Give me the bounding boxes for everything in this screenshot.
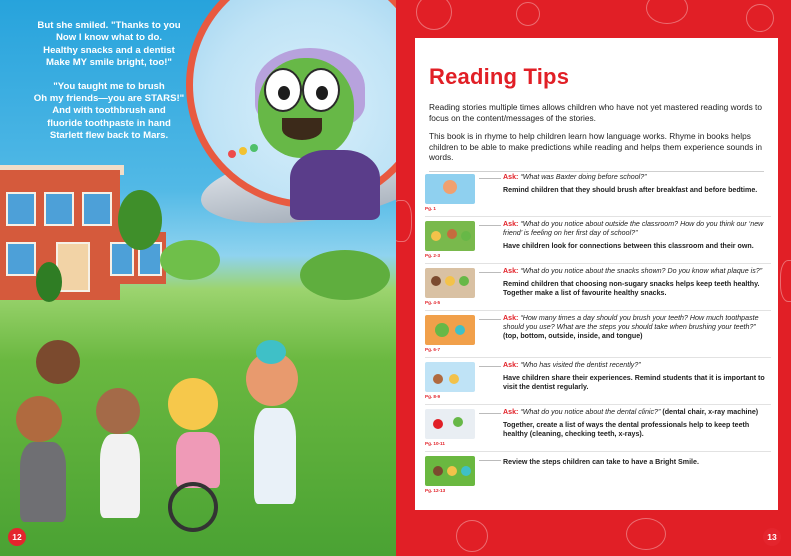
ufo-light (239, 147, 247, 155)
page-thumbnail (425, 362, 475, 392)
poem-stanza-2 (14, 81, 204, 143)
thumbnail-figure (447, 466, 457, 476)
alien-starlett (258, 58, 354, 158)
ask-label: Ask: (503, 408, 519, 416)
thumbnail-figure (447, 229, 457, 239)
poem-line: Make MY smile bright, too!" (46, 57, 172, 69)
connector-line (479, 413, 501, 414)
poem-line: Starlett flew back to Mars. (49, 130, 169, 142)
ask-question: “What do you notice about the snacks shown? Do you know what plaque is?” (520, 267, 763, 275)
tip-answer: Remind children that choosing non-sugary snacks helps keep teeth healthy. Together make a list of favourite healthy snacks. (503, 279, 760, 297)
thumbnail-figure (431, 231, 441, 241)
poem-line: Oh my friends—you are STARS!" (33, 93, 185, 105)
background-doodle (396, 200, 412, 242)
ufo-light (250, 144, 258, 152)
poem-line: But she smiled. "Thanks to you (37, 20, 181, 31)
tip-text (503, 173, 769, 195)
thumbnail-figure (461, 466, 471, 476)
thumbnail-figure (453, 417, 463, 427)
background-doodle (456, 520, 488, 552)
alien-smile (282, 118, 322, 140)
tip-text (503, 408, 769, 439)
ask-question: “Who has visited the dentist recently?” (520, 361, 641, 369)
ufo-light (228, 150, 236, 158)
wheelchair-wheel (168, 482, 218, 532)
alien-pupil (316, 86, 328, 100)
connector-line (479, 460, 501, 461)
child-head (36, 340, 80, 384)
ask-question: “What do you notice about the dental clinic?” (520, 408, 661, 416)
thumbnail-figure (443, 180, 457, 194)
page-thumbnail (425, 268, 475, 298)
tip-row (425, 217, 771, 264)
school-window (44, 192, 74, 226)
connector-line (479, 272, 501, 273)
tip-answer: Have children look for connections between this classroom and their own. (503, 241, 754, 250)
page-reference: Pg. 2-3 (425, 253, 441, 258)
school-window (82, 192, 112, 226)
thumbnail-figure (445, 276, 455, 286)
child-body (254, 408, 296, 504)
alien-pupil (278, 86, 290, 100)
tip-text (503, 314, 769, 341)
page-reference: Pg. 10-11 (425, 441, 445, 446)
tip-text (503, 220, 769, 251)
ask-answer-hint: (top, bottom, outside, inside, and tongue) (503, 331, 643, 340)
reading-tips-title: Reading Tips (429, 64, 570, 89)
connector-line (479, 178, 501, 179)
ask-label: Ask: (503, 220, 519, 228)
child-head (168, 378, 218, 430)
child-body (176, 432, 220, 488)
tip-row (425, 170, 771, 217)
page-number-right: 13 (763, 528, 781, 546)
connector-line (479, 225, 501, 226)
thumbnail-figure (433, 419, 443, 429)
thumbnail-figure (461, 231, 471, 241)
thumbnail-figure (433, 374, 443, 384)
thumbnail-figure (455, 325, 465, 335)
child-body (100, 434, 140, 518)
background-doodle (416, 0, 452, 30)
tip-row (425, 311, 771, 358)
tree (36, 262, 62, 302)
poem-line: "You taught me to brush (53, 80, 165, 92)
poem-line: fluoride toothpaste in hand (47, 117, 171, 129)
right-page (396, 0, 791, 556)
background-doodle (746, 4, 774, 32)
bush (160, 240, 220, 280)
alien-eye (264, 68, 302, 112)
tip-text (503, 361, 769, 392)
ask-question: “What do you notice about outside the classroom? How do you think our ‘new friend’ is feeling on her first day of school?” (503, 220, 764, 237)
poem-text (14, 20, 204, 154)
thumbnail-figure (449, 374, 459, 384)
poem-stanza-1 (14, 20, 204, 70)
school-window (6, 242, 36, 276)
ask-answer-hint: (dental chair, x-ray machine) (660, 408, 759, 416)
ask-question: “How many times a day should you brush your teeth? How much toothpaste should you use? What are the steps you should take when brushing your teeth?” (503, 314, 759, 331)
bush (300, 250, 390, 300)
poem-line: Healthy snacks and a dentist (43, 44, 175, 56)
intro-paragraph: Reading stories multiple times allows children who have not yet mastered reading words to focus on the content/messages of the stories. (429, 102, 762, 123)
tip-row (425, 405, 771, 452)
tip-answer: Remind children that they should brush after breakfast and before bedtime. (503, 185, 758, 194)
ask-label: Ask: (503, 314, 519, 322)
page-reference: Pg. 4-5 (425, 300, 441, 305)
intro-paragraph: This book is in rhyme to help children learn how language works. Rhyme in books helps children to be able to make predictions while reading and helps them experience sounds in words. (429, 131, 763, 163)
tip-answer: Have children share their experiences. Remind students that it is important to visit the dentist regularly. (503, 373, 765, 391)
page-thumbnail (425, 315, 475, 345)
tip-text (503, 267, 769, 298)
background-doodle (516, 2, 540, 26)
alien-body (290, 150, 380, 220)
thumbnail-figure (431, 276, 441, 286)
tree (118, 190, 162, 250)
page-number-left: 12 (8, 528, 26, 546)
tip-row (425, 264, 771, 311)
page-reference: Pg. 1 (425, 206, 436, 211)
page-thumbnail (425, 456, 475, 486)
page-thumbnail (425, 409, 475, 439)
background-doodle (626, 518, 666, 550)
alien-eye (302, 68, 340, 112)
poem-line: Now I know what to do. (55, 32, 163, 44)
school-window (6, 192, 36, 226)
thumbnail-figure (459, 276, 469, 286)
page-reference: Pg. 6-7 (425, 347, 441, 352)
ask-label: Ask: (503, 173, 519, 181)
thumbnail-figure (433, 466, 443, 476)
connector-line (479, 366, 501, 367)
page-thumbnail (425, 221, 475, 251)
ask-label: Ask: (503, 361, 519, 369)
child-head (96, 388, 140, 434)
page-thumbnail (425, 174, 475, 204)
tip-answer: Together, create a list of ways the dental professionals help to keep teeth healthy (cleaning, checking teeth, x-rays). (503, 420, 750, 438)
tip-answer: Review the steps children can take to have a Bright Smile. (503, 458, 699, 466)
page-reference: Pg. 8-9 (425, 394, 441, 399)
thumbnail-figure (435, 323, 449, 337)
ask-label: Ask: (503, 267, 519, 275)
tip-row (425, 358, 771, 405)
background-doodle (646, 0, 688, 24)
ask-question: “What was Baxter doing before school?” (520, 173, 647, 181)
background-doodle (780, 260, 791, 302)
child-body (20, 442, 66, 522)
tip-row (425, 452, 771, 498)
poem-line: And with toothbrush and (52, 105, 166, 117)
child-head (16, 396, 62, 442)
tip-text (503, 458, 769, 467)
child-hair (256, 340, 286, 364)
tips-list (425, 170, 771, 498)
page-reference: Pg. 12-13 (425, 488, 446, 493)
connector-line (479, 319, 501, 320)
